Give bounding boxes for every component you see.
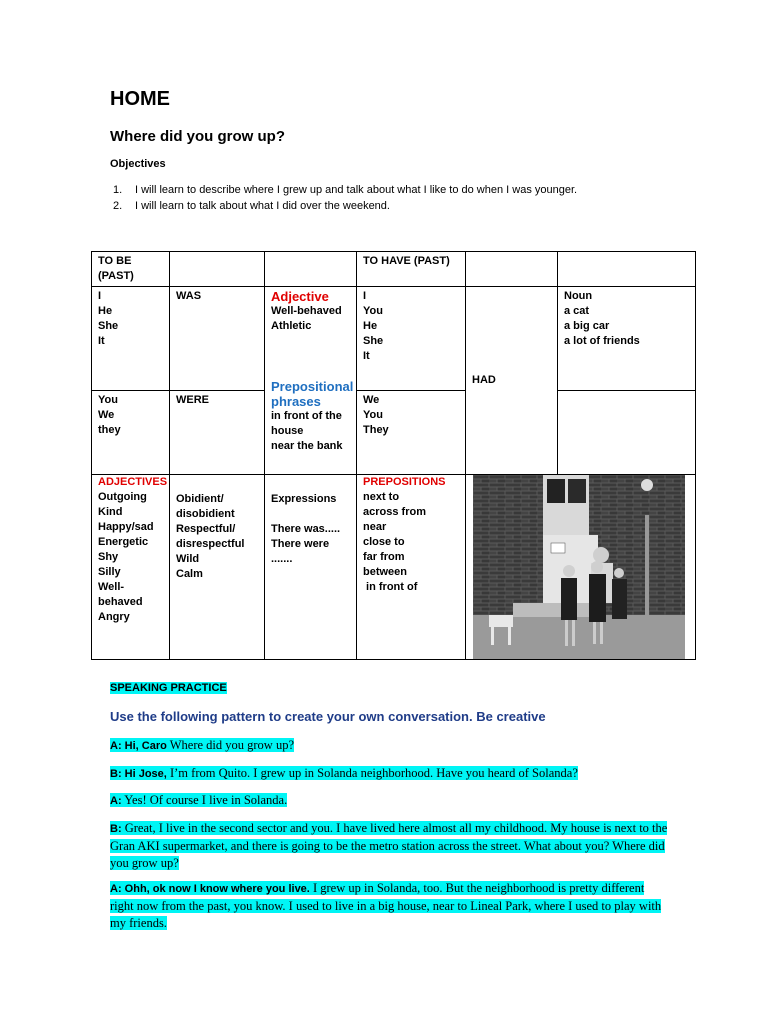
table-text: Energetic (98, 536, 149, 548)
table-text: next to (363, 491, 400, 503)
instruction-text: Use the following pattern to create your own conversation. Be creative (110, 709, 546, 724)
table-text: Shy (98, 551, 119, 563)
table-text: Well-behaved (271, 305, 342, 317)
to-be-header (92, 252, 170, 287)
dialogue-line (110, 737, 294, 755)
speaker-label: A: (110, 795, 122, 807)
speaker-label: A: Ohh, ok now I know where you live. (110, 883, 310, 895)
table-cell (466, 252, 558, 287)
objective-text: I will learn to talk about what I did over the weekend. (135, 200, 390, 212)
speaker-label: B: Hi Jose, (110, 768, 167, 780)
table-text: Silly (98, 566, 121, 578)
table-text: TO BE (98, 255, 132, 267)
objective-item (113, 184, 577, 196)
table-text: Great, I live in the second sector and you. I have lived here almost all my childhood. My house is next to the Gran AKI supermarket, and there is going to be the metro station across the street. What about you? Where did you grow up? (110, 821, 668, 870)
have-subjects-cell-2 (357, 391, 466, 475)
table-text: It (363, 350, 370, 362)
table-text: Well- (98, 581, 125, 593)
subjects-was-cell (92, 287, 170, 391)
adjective-prepositional-cell (265, 287, 357, 475)
table-text: Outgoing (98, 491, 147, 503)
speaking-practice-title: SPEAKING PRACTICE (110, 682, 227, 694)
table-text: Calm (176, 568, 203, 580)
table-text: across from (363, 506, 426, 518)
adjectives-header: ADJECTIVES (98, 476, 168, 488)
prepositional-label: Prepositional (271, 379, 354, 394)
table-text: Respectful/ (176, 523, 236, 535)
table-text: Kind (98, 506, 123, 518)
noun-label: Noun (564, 290, 593, 302)
speaker-label: B: (110, 823, 122, 835)
have-subjects-cell (357, 287, 466, 391)
objective-item (113, 200, 390, 212)
table-cell (265, 252, 357, 287)
dialogue-line (110, 792, 287, 810)
table-text: behaved (98, 596, 143, 608)
table-text: phrases (271, 394, 321, 409)
table-text: Expressions (271, 493, 337, 505)
table-text: There was..... (271, 523, 341, 535)
table-text: She (363, 335, 384, 347)
table-text: Angry (98, 611, 130, 623)
table-text: a big car (564, 320, 610, 332)
was-cell: WAS (170, 287, 265, 391)
objective-number: 1. (113, 184, 123, 196)
table-text: a lot of friends (564, 335, 640, 347)
had-cell: HAD (466, 287, 558, 475)
highlight (110, 793, 287, 807)
dialogue-paragraph (110, 880, 670, 932)
grammar-table (91, 251, 696, 660)
spacer (271, 349, 350, 364)
objective-number: 2. (113, 200, 123, 212)
table-text: You (363, 305, 383, 317)
table-text: You (363, 409, 383, 421)
table-text: There were (271, 538, 330, 550)
table-text: Yes! Of course I live in Solanda. (121, 793, 288, 807)
table-row (92, 475, 696, 660)
dialogue-paragraph (110, 820, 670, 872)
table-text: they (98, 424, 121, 436)
table-text: far from (363, 551, 405, 563)
expressions-cell (265, 475, 357, 660)
objective-text: I will learn to describe where I grew up and talk about what I like to do when I was younger. (135, 184, 578, 196)
table-row (92, 252, 696, 287)
table-text: You (98, 394, 118, 406)
noun-cell (558, 287, 696, 391)
table-text: near the bank (271, 440, 343, 452)
table-text: He (98, 305, 113, 317)
spacer (271, 364, 350, 379)
prepositions-cell (357, 475, 466, 660)
table-text: She (98, 320, 119, 332)
prepositions-header: PREPOSITIONS (363, 476, 446, 488)
table-text: disobidient (176, 508, 235, 520)
table-text: a cat (564, 305, 590, 317)
table-row (92, 287, 696, 391)
speaker-label: A: Hi, Caro (110, 740, 167, 752)
table-text: Obidient/ (176, 493, 224, 505)
table-text: I’m from Quito. I grew up in Solanda neighborhood. Have you heard of Solanda? (166, 766, 578, 780)
table-cell (558, 391, 696, 475)
table-text: Where did you grow up? (166, 738, 295, 752)
to-have-header: TO HAVE (PAST) (357, 252, 466, 287)
table-cell (558, 252, 696, 287)
table-text: Wild (176, 553, 200, 565)
table-text: (PAST) (98, 270, 134, 282)
table-text: Athletic (271, 320, 312, 332)
highlight (110, 738, 294, 752)
objectives-label: Objectives (110, 158, 166, 170)
table-text: They (363, 424, 389, 436)
page-subtitle: Where did you grow up? (110, 128, 285, 145)
table-text: I grew up in Solanda, too. But the neighborhood is pretty different right now from the past, you know. I used to live in a big house, near to Lineal Park, where I used to play with my friends. (110, 881, 662, 930)
table-text: house (271, 425, 304, 437)
highlight (110, 881, 661, 930)
table-text (271, 507, 350, 522)
table-text: disrespectful (176, 538, 245, 550)
adjectives-col2-cell (170, 475, 265, 660)
photo-cell (466, 475, 696, 660)
table-row (92, 391, 696, 475)
table-text: close to (363, 536, 405, 548)
table-text: Happy/sad (98, 521, 154, 533)
subjects-were-cell (92, 391, 170, 475)
table-text: I (98, 290, 102, 302)
table-text: It (98, 335, 105, 347)
table-text: near (363, 521, 387, 533)
adjective-label: Adjective (271, 289, 329, 304)
highlight (110, 821, 667, 870)
spacer (271, 334, 350, 349)
table-text: ....... (271, 553, 293, 565)
table-text: I (363, 290, 367, 302)
table-text: in front of (363, 581, 418, 593)
family-photo (473, 475, 685, 659)
table-text: between (363, 566, 408, 578)
adjectives-col1-cell (92, 475, 170, 660)
table-cell (170, 252, 265, 287)
dialogue-line (110, 765, 578, 783)
page-title: HOME (110, 88, 170, 110)
highlight (110, 766, 578, 780)
table-text: in front of the (271, 410, 342, 422)
table-text: He (363, 320, 378, 332)
table-text: We (98, 409, 115, 421)
were-cell: WERE (170, 391, 265, 475)
table-text: We (363, 394, 380, 406)
